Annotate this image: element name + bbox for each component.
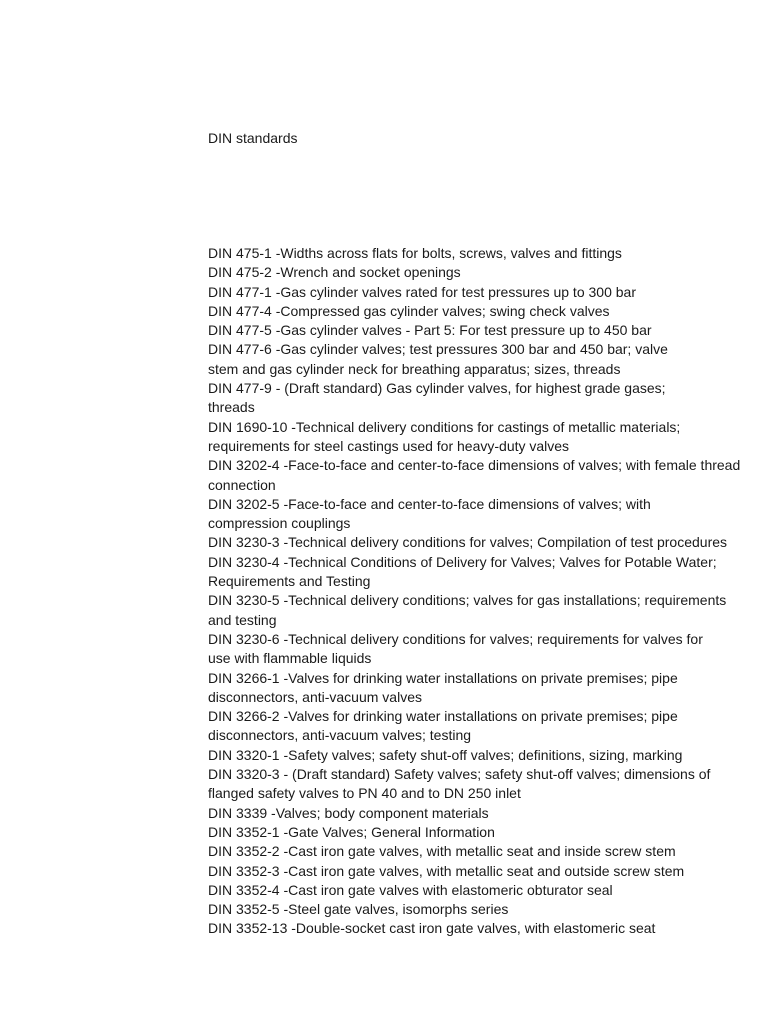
standard-entry-line: disconnectors, anti-vacuum valves; testing bbox=[208, 727, 472, 744]
standard-entry-line: DIN 3230-5 -Technical delivery conditions; valves for gas installations; requirements bbox=[208, 592, 727, 609]
standard-entry-line: DIN 3352-2 -Cast iron gate valves, with metallic seat and inside screw stem bbox=[208, 843, 676, 860]
standard-entry-line: DIN 3266-2 -Valves for drinking water installations on private premises; pipe bbox=[208, 708, 678, 725]
standard-entry-line: flanged safety valves to PN 40 and to DN 250 inlet bbox=[208, 785, 521, 802]
standard-entry-line: DIN 475-2 -Wrench and socket openings bbox=[208, 264, 461, 281]
standard-entry-line: DIN 3202-4 -Face-to-face and center-to-face dimensions of valves; with female thread bbox=[208, 457, 741, 474]
standard-entry bbox=[208, 842, 676, 861]
standard-entry bbox=[208, 881, 640, 900]
standard-entry-line: requirements for steel castings used for heavy-duty valves bbox=[208, 437, 570, 454]
standard-entry bbox=[208, 302, 640, 321]
standard-entry bbox=[208, 456, 741, 495]
standard-entry-line: compression couplings bbox=[208, 515, 351, 532]
standard-entry-line: use with flammable liquids bbox=[208, 650, 372, 667]
standard-entry-line: DIN 3230-6 -Technical delivery conditions for valves; requirements for valves for bbox=[208, 630, 703, 647]
standard-entry bbox=[208, 746, 683, 765]
standard-entry-line: DIN 3352-13 -Double-socket cast iron gate valves, with elastomeric seat bbox=[208, 920, 656, 937]
standard-entry bbox=[208, 263, 640, 282]
standard-entry bbox=[208, 823, 640, 842]
standards-list-viewport bbox=[208, 244, 741, 939]
standard-entry-line: DIN 3230-3 -Technical delivery conditions for valves; Compilation of test procedures bbox=[208, 534, 728, 551]
standard-entry bbox=[208, 765, 711, 804]
standard-entry bbox=[208, 707, 678, 746]
standard-entry-line: and testing bbox=[208, 611, 277, 628]
standard-entry-line: DIN 3320-3 - (Draft standard) Safety valves; safety shut-off valves; dimensions of bbox=[208, 766, 711, 783]
standard-entry-line: Requirements and Testing bbox=[208, 573, 371, 590]
standard-entry bbox=[208, 900, 640, 919]
standard-entry-line: DIN 3320-1 -Safety valves; safety shut-off valves; definitions, sizing, marking bbox=[208, 746, 683, 763]
standard-entry-line: DIN 3352-1 -Gate Valves; General Information bbox=[208, 823, 495, 840]
standard-entry bbox=[208, 418, 681, 457]
standard-entry-line: threads bbox=[208, 399, 255, 416]
standards-list bbox=[208, 244, 741, 939]
standard-entry-line: connection bbox=[208, 476, 276, 493]
standard-entry-line: DIN 3266-1 -Valves for drinking water installations on private premises; pipe bbox=[208, 669, 678, 686]
standard-entry bbox=[208, 379, 666, 418]
standard-entry bbox=[208, 321, 652, 340]
document-title: DIN standards bbox=[208, 130, 298, 146]
standard-entry-line: DIN 3202-5 -Face-to-face and center-to-face dimensions of valves; with bbox=[208, 495, 651, 512]
standard-entry-line: DIN 3352-3 -Cast iron gate valves, with metallic seat and outside screw stem bbox=[208, 862, 685, 879]
standard-entry-line: DIN 3352-5 -Steel gate valves, isomorphs series bbox=[208, 901, 509, 918]
standard-entry bbox=[208, 340, 668, 379]
standard-entry bbox=[208, 669, 678, 708]
standard-entry bbox=[208, 495, 651, 534]
standard-entry bbox=[208, 591, 727, 630]
standard-entry bbox=[208, 804, 640, 823]
standard-entry bbox=[208, 630, 703, 669]
standard-entry bbox=[208, 244, 640, 263]
standard-entry-line: DIN 3230-4 -Technical Conditions of Delivery for Valves; Valves for Potable Water; bbox=[208, 553, 717, 570]
standard-entry-line: DIN 477-6 -Gas cylinder valves; test pressures 300 bar and 450 bar; valve bbox=[208, 341, 668, 358]
standard-entry-line: stem and gas cylinder neck for breathing apparatus; sizes, threads bbox=[208, 360, 621, 377]
standard-entry-line: disconnectors, anti-vacuum valves bbox=[208, 688, 422, 705]
standard-entry-line: DIN 3352-4 -Cast iron gate valves with elastomeric obturator seal bbox=[208, 881, 613, 898]
standard-entry bbox=[208, 862, 685, 881]
standard-entry-line: DIN 477-5 -Gas cylinder valves - Part 5: For test pressure up to 450 bar bbox=[208, 322, 652, 339]
standard-entry-line: DIN 477-4 -Compressed gas cylinder valves; swing check valves bbox=[208, 302, 610, 319]
standard-entry bbox=[208, 553, 717, 592]
standard-entry-line: DIN 477-9 - (Draft standard) Gas cylinder valves, for highest grade gases; bbox=[208, 380, 666, 397]
standard-entry-line: DIN 1690-10 -Technical delivery conditions for castings of metallic materials; bbox=[208, 418, 681, 435]
standard-entry-line: DIN 3339 -Valves; body component materials bbox=[208, 804, 489, 821]
standard-entry-line: DIN 475-1 -Widths across flats for bolts, screws, valves and fittings bbox=[208, 245, 622, 261]
standard-entry-line: DIN 477-1 -Gas cylinder valves rated for test pressures up to 300 bar bbox=[208, 283, 636, 300]
standard-entry bbox=[208, 919, 656, 938]
standard-entry bbox=[208, 533, 728, 552]
standard-entry bbox=[208, 283, 640, 302]
